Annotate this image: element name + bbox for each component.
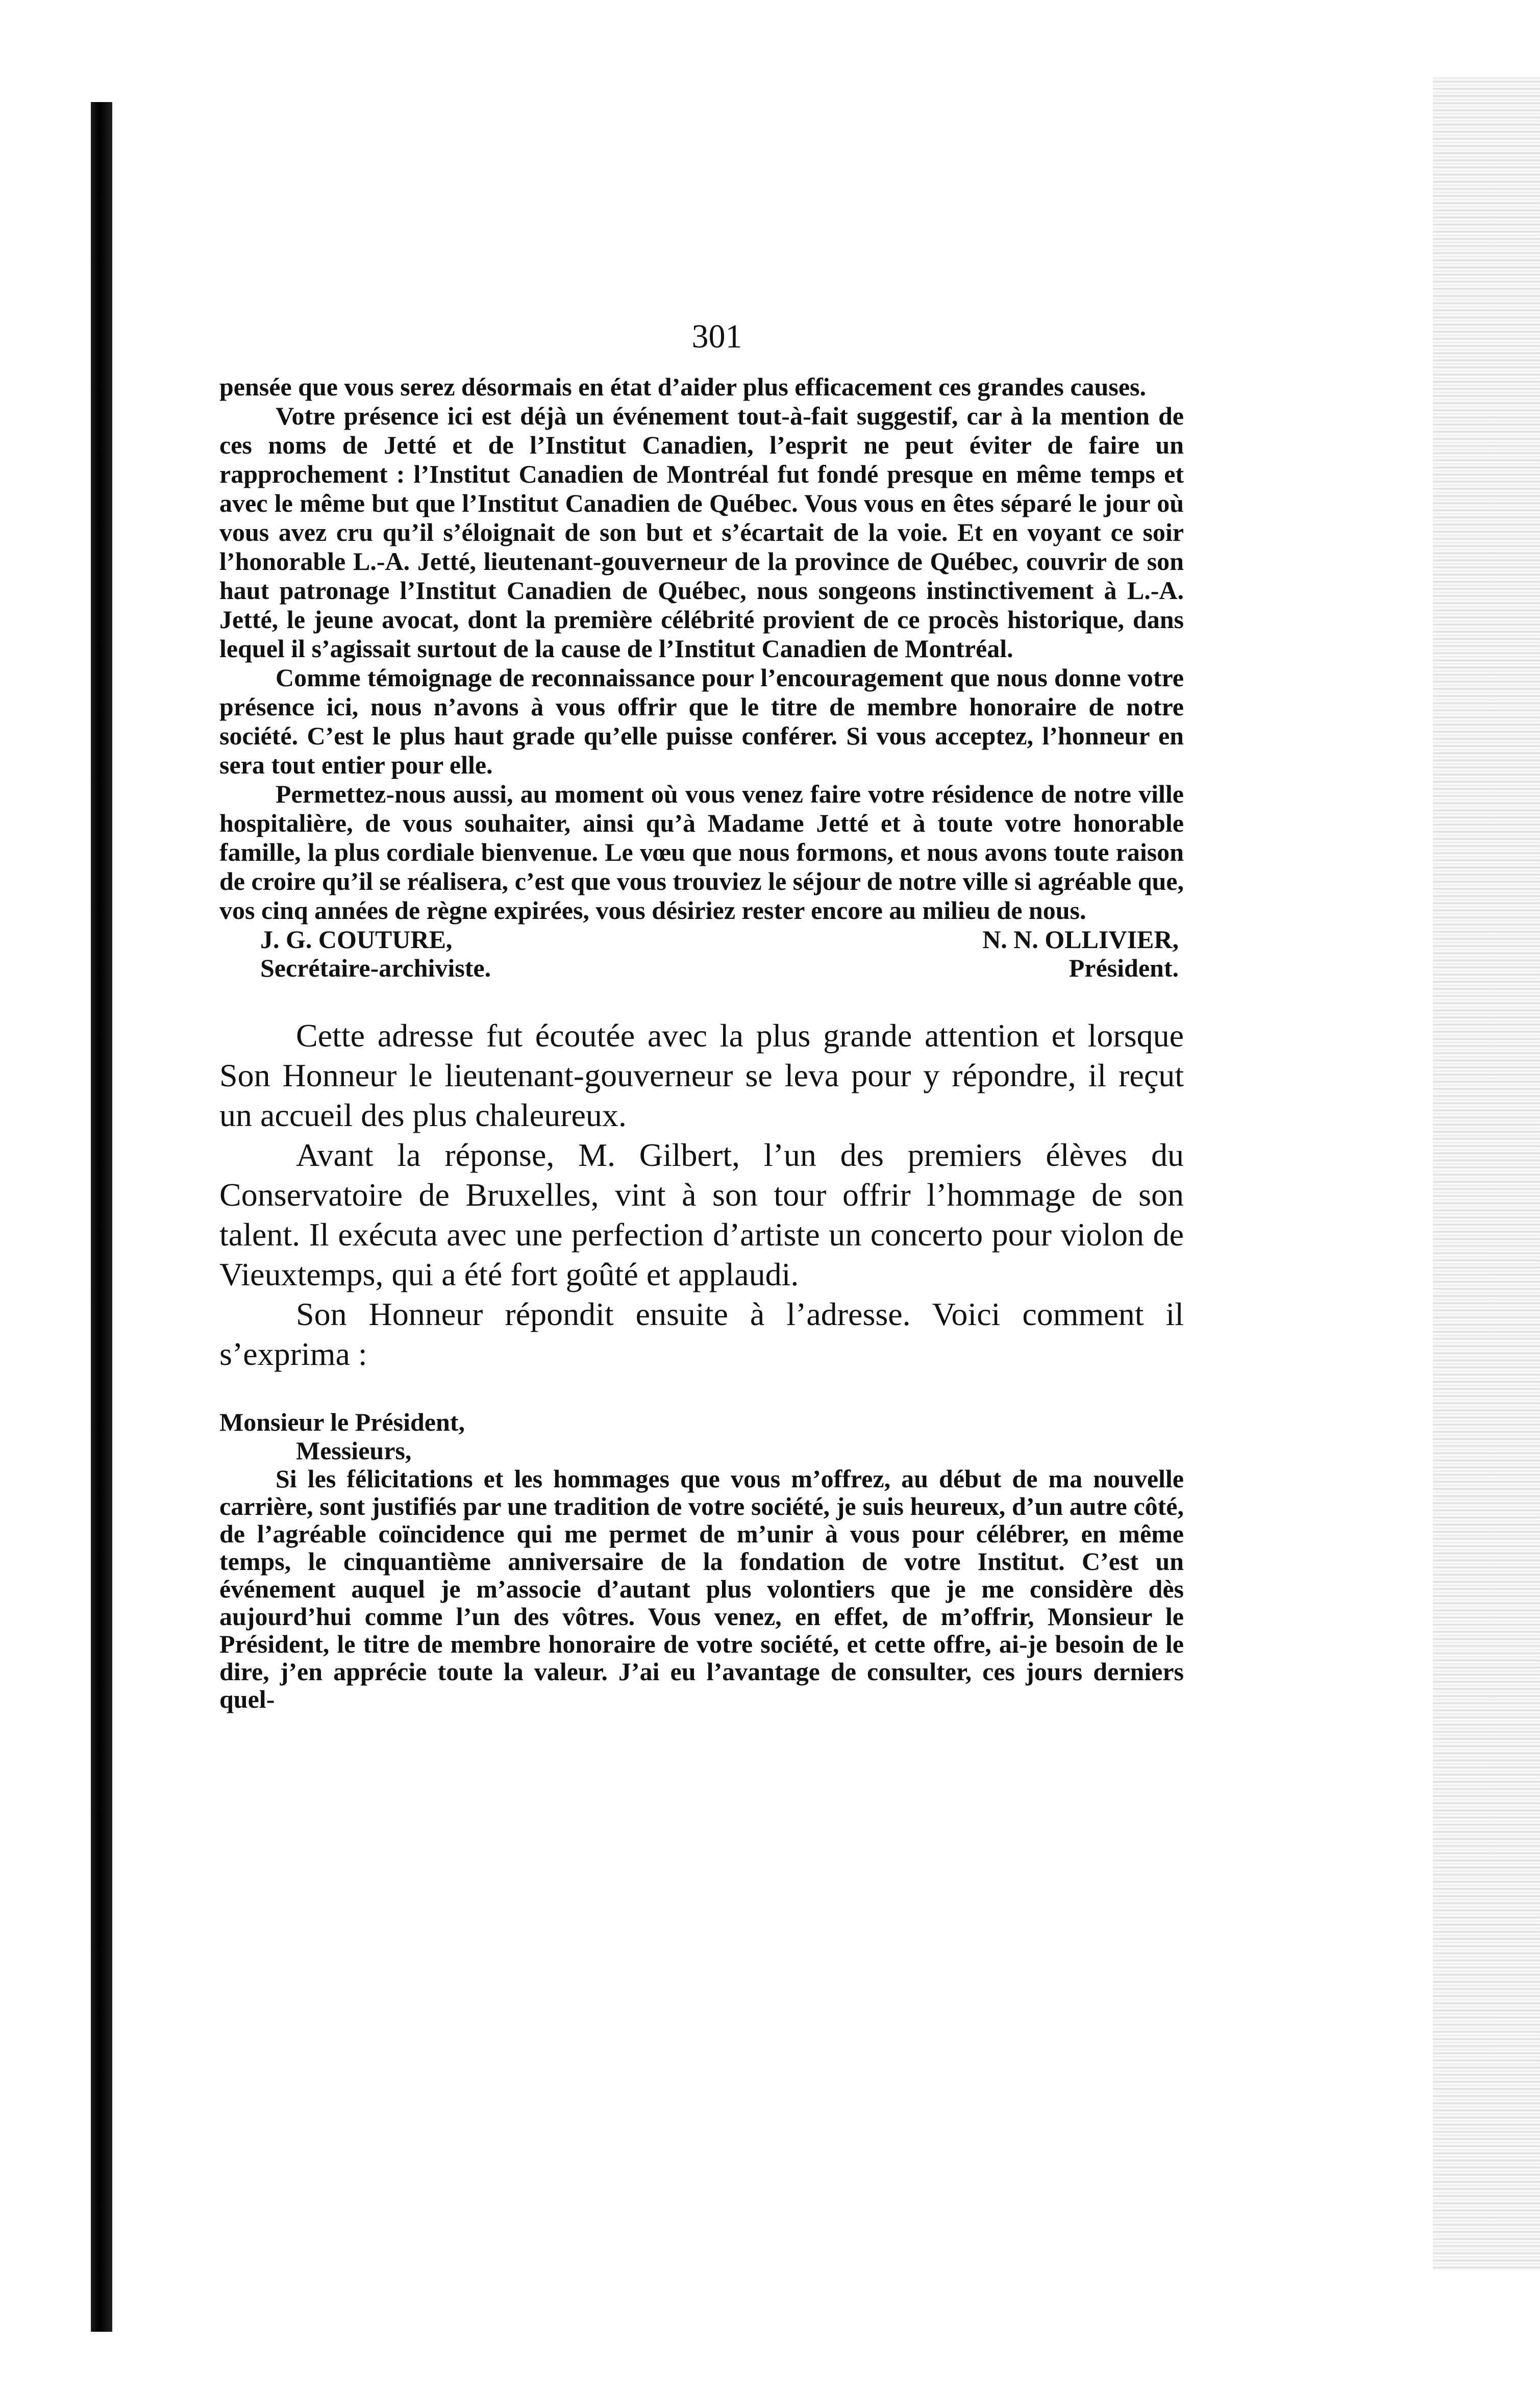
signature-row — [219, 925, 1184, 982]
speech-salutation: Monsieur le Président, — [219, 1408, 465, 1436]
narrative-paragraph: Cette adresse fut écoutée avec la plus grande attention et lorsque Son Honneur le lieutenant-gouverneur se leva pour y répondre, il reçut un accueil des plus chaleureux. — [219, 1017, 1184, 1133]
secretary-title: Secrétaire-archiviste. — [260, 954, 491, 982]
page-binding-edge — [91, 102, 112, 2332]
narrative-section — [219, 1016, 1184, 1374]
text-column — [219, 372, 1184, 1713]
narrative-paragraph: Avant la réponse, M. Gilbert, l’un des premiers élèves du Conservatoire de Bruxelles, vint à son tour offrir l’hommage de son talent. Il exécuta avec une perfection d’artiste un concerto pour violon de Vieuxtemps, qui a été fort goûté et applaudi. — [219, 1137, 1184, 1292]
president-title: Président. — [1069, 954, 1179, 982]
narrative-paragraph: Son Honneur répondit ensuite à l’adresse. Voici comment il s’exprima : — [219, 1296, 1184, 1372]
president-name: N. N. OLLIVIER, — [982, 925, 1179, 954]
address-paragraph: Votre présence ici est déjà un événement tout-à-fait suggestif, car à la mention de ces noms de Jetté et de l’Institut Canadien, l’esprit ne peut éviter de faire un rapprochement : l’Institut Canadien de Montréal fut fondé presque en même temps et avec le même but que l’Institut Canadien de Québec. Vous vous en êtes séparé le jour où vous avez cru qu’il s’éloignait de son but et s’écartait de la voie. Et en voyant ce soir l’honorable L.-A. Jetté, lieutenant-gouverneur de la province de Québec, couvrir de son haut patronage l’Institut Canadien de Québec, nous songeons instinctivement à L.-A. Jetté, le jeune avocat, dont la première célébrité provient de ce procès historique, dans lequel il s’agissait surtout de la cause de l’Institut Canadien de Montréal. — [219, 402, 1184, 663]
signature-president — [982, 925, 1184, 982]
address-paragraph: Comme témoignage de reconnaissance pour l’encouragement que nous donne votre présence ici, nous n’avons à vous offrir que le titre de membre honoraire de notre société. C’est le plus haut grade qu’elle puisse conférer. Si vous acceptez, l’honneur en sera tout entier pour elle. — [219, 663, 1184, 779]
speech-salutation-second: Messieurs, — [296, 1436, 412, 1465]
signature-secretary — [219, 925, 491, 982]
address-section — [219, 372, 1184, 982]
speech-paragraph: Si les félicitations et les hommages que vous m’offrez, au début de ma nouvelle carrière, sont justifiés par une tradition de votre société, je suis heureux, d’un autre côté, de l’agréable coïncidence qui me permet de m’unir à vous pour célébrer, en même temps, le cinquantième anniversaire de la fondation de votre Institut. C’est un événement auquel je m’associe d’autant plus volontiers que je me considère dès aujourd’hui comme l’un des vôtres. Vous venez, en effet, de m’offrir, Monsieur le Président, le titre de membre honoraire de votre société, et cette offre, ai-je besoin de le dire, j’en apprécie toute la valeur. J’ai eu l’avantage de consulter, ces jours derniers quel- — [219, 1464, 1184, 1713]
page-number: 301 — [691, 318, 742, 355]
address-paragraph: pensée que vous serez désormais en état d’aider plus efficacement ces grandes causes. — [219, 372, 1146, 401]
address-paragraph: Permettez-nous aussi, au moment où vous venez faire votre résidence de notre ville hospitalière, de vous souhaiter, ainsi qu’à Madame Jetté et à toute votre honorable famille, la plus cordiale bienvenue. Le vœu que nous formons, et nous avons toute raison de croire qu’il se réalisera, c’est que vous trouviez le séjour de notre ville si agréable que, vos cinq années de règne expirées, vous désiriez rester encore au milieu de nous. — [219, 780, 1184, 925]
page-right-edge — [1433, 77, 1540, 2271]
speech-section — [219, 1408, 1184, 1713]
secretary-name: J. G. COUTURE, — [260, 925, 453, 954]
